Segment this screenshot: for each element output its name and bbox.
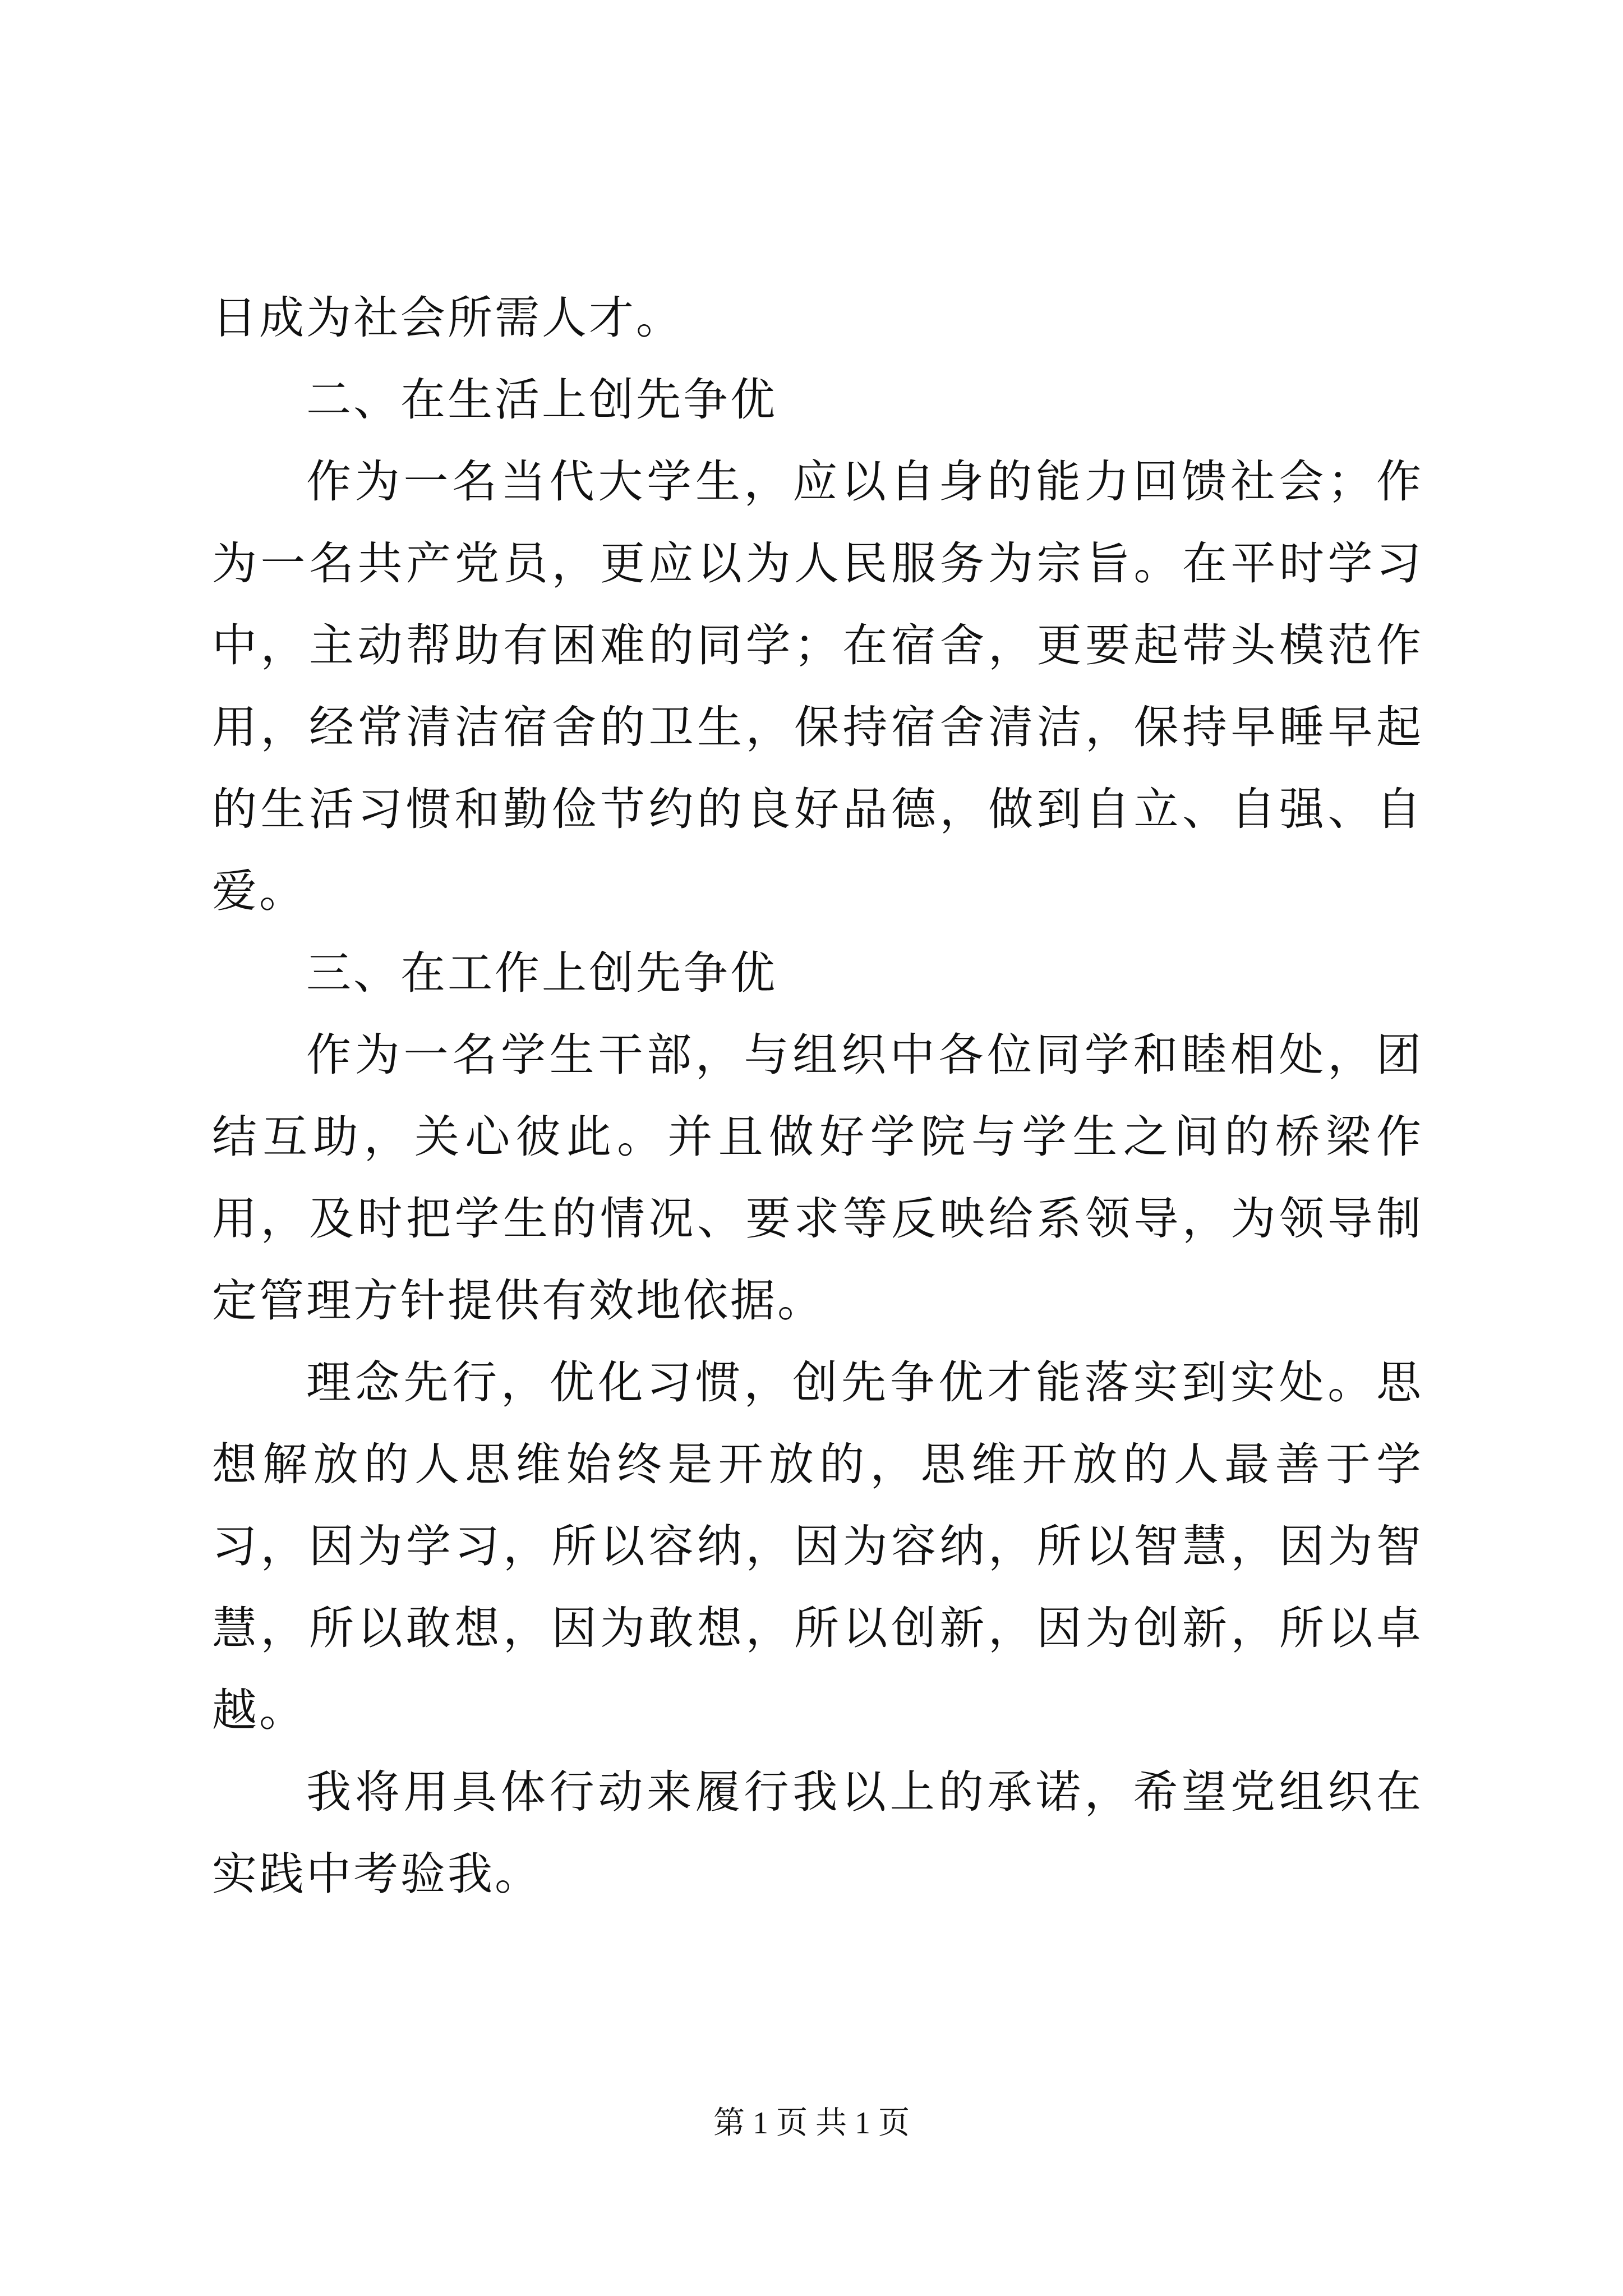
section-heading-work: 三、在工作上创先争优 bbox=[306, 947, 777, 999]
paragraph-continuation: 日成为社会所需人才。 bbox=[212, 292, 683, 344]
section-heading-life: 二、在生活上创先争优 bbox=[306, 374, 777, 426]
paragraph-work: 作为一名学生干部，与组织中各位同学和睦相处，团结互助，关心彼此。并且做好学院与学生之间的桥梁作用，及时把学生的情况、要求等反映给系领导，为领导制定管理方针提供有效地依据。 bbox=[212, 1029, 1423, 1327]
document-body bbox=[212, 277, 1423, 1915]
paragraph-life: 作为一名当代大学生，应以自身的能力回馈社会；作为一名共产党员，更应以为人民服务为宗旨。在平时学习中，主动帮助有困难的同学；在宿舍，更要起带头模范作用，经常清洁宿舍的卫生，保持宿舍清洁，保持早睡早起的生活习惯和勤俭节约的良好品德，做到自立、自强、自爱。 bbox=[212, 455, 1423, 917]
paragraph-philosophy: 理念先行，优化习惯，创先争优才能落实到实处。思想解放的人思维始终是开放的，思维开放的人最善于学习，因为学习，所以容纳，因为容纳，所以智慧，因为智慧，所以敢想，因为敢想，所以创新，因为创新，所以卓越。 bbox=[212, 1356, 1423, 1736]
page-number-footer: 第 1 页 共 1 页 bbox=[713, 2106, 910, 2141]
paragraph-commitment: 我将用具体行动来履行我以上的承诺，希望党组织在实践中考验我。 bbox=[212, 1766, 1423, 1900]
